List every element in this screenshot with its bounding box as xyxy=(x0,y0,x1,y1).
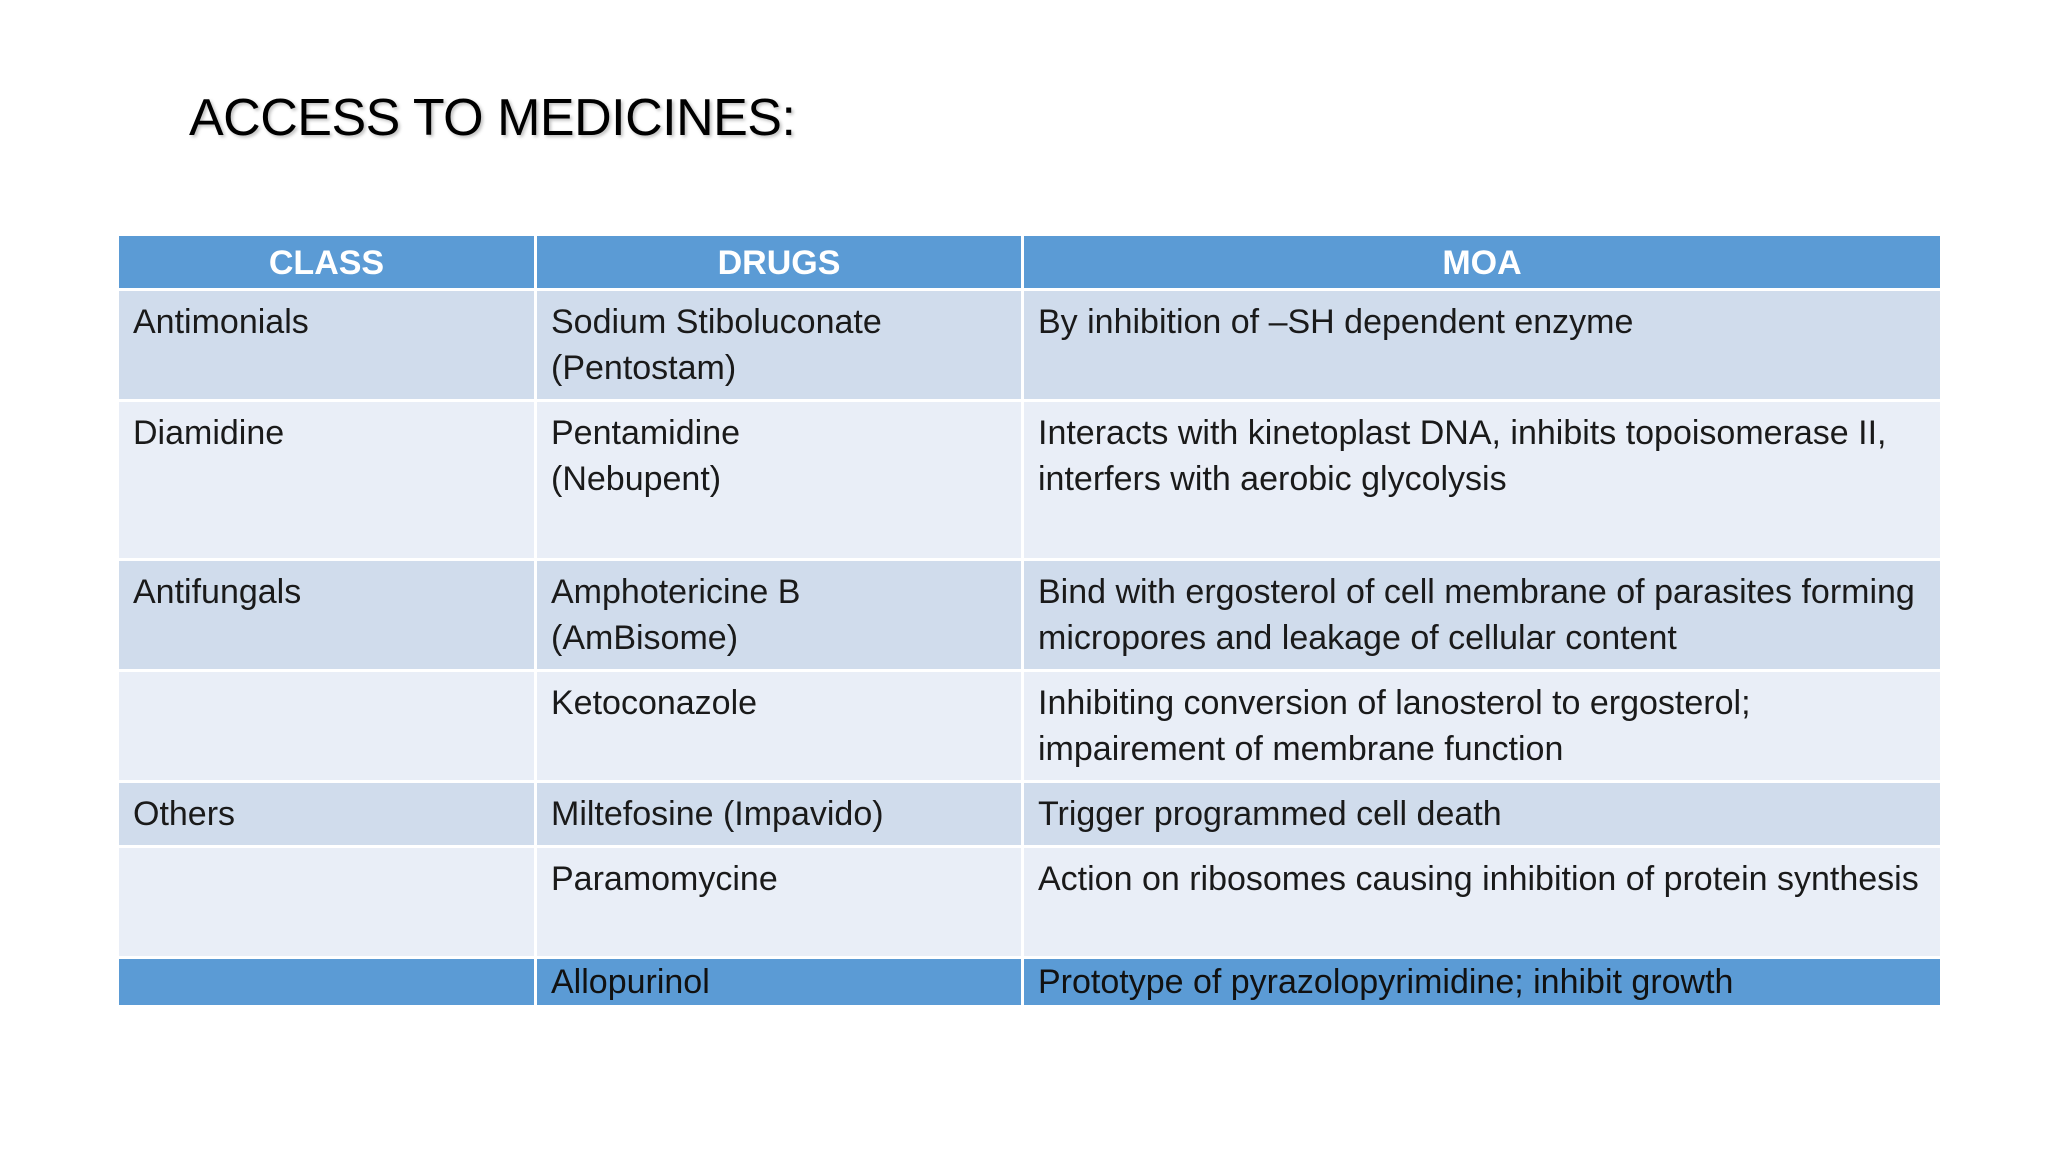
moa-cell: Trigger programmed cell death xyxy=(1023,782,1942,847)
drug-brand: (AmBisome) xyxy=(551,619,739,657)
table-row xyxy=(118,671,1942,782)
class-cell: Diamidine xyxy=(118,401,536,560)
drug-moa-table xyxy=(116,233,1943,1008)
drug-name: Miltefosine (Impavido) xyxy=(551,795,884,833)
column-header-class: CLASS xyxy=(118,235,536,290)
drug-name: Pentamidine xyxy=(551,414,741,452)
moa-cell: Bind with ergosterol of cell membrane of parasites forming micropores and leakage of cellular content xyxy=(1023,560,1942,671)
table-row xyxy=(118,958,1942,1007)
drug-name: Amphotericine B xyxy=(551,573,801,611)
drug-cell xyxy=(536,847,1023,958)
table-row xyxy=(118,401,1942,560)
table-row xyxy=(118,560,1942,671)
table-row xyxy=(118,290,1942,401)
drug-cell xyxy=(536,958,1023,1007)
table-header-row xyxy=(118,235,1942,290)
moa-cell: Prototype of pyrazolopyrimidine; inhibit growth xyxy=(1023,958,1942,1007)
class-cell xyxy=(118,671,536,782)
drug-name: Allopurinol xyxy=(551,963,710,1001)
table-row xyxy=(118,847,1942,958)
column-header-drugs: DRUGS xyxy=(536,235,1023,290)
drug-cell xyxy=(536,560,1023,671)
moa-cell: Action on ribosomes causing inhibition of protein synthesis xyxy=(1023,847,1942,958)
drug-name: Paramomycine xyxy=(551,860,778,898)
column-header-moa: MOA xyxy=(1023,235,1942,290)
drug-cell xyxy=(536,782,1023,847)
class-cell: Antimonials xyxy=(118,290,536,401)
class-cell: Others xyxy=(118,782,536,847)
drug-brand: (Nebupent) xyxy=(551,460,722,498)
drug-cell xyxy=(536,401,1023,560)
class-cell xyxy=(118,847,536,958)
class-cell: Antifungals xyxy=(118,560,536,671)
drug-name: Sodium Stiboluconate xyxy=(551,303,882,341)
moa-cell: By inhibition of –SH dependent enzyme xyxy=(1023,290,1942,401)
class-cell xyxy=(118,958,536,1007)
moa-cell: Inhibiting conversion of lanosterol to ergosterol; impairement of membrane function xyxy=(1023,671,1942,782)
drug-cell xyxy=(536,671,1023,782)
table-row xyxy=(118,782,1942,847)
drug-brand: (Pentostam) xyxy=(551,349,737,387)
drug-cell xyxy=(536,290,1023,401)
slide-title: ACCESS TO MEDICINES: xyxy=(189,89,796,147)
moa-cell: Interacts with kinetoplast DNA, inhibits topoisomerase II, interfers with aerobic glycolysis xyxy=(1023,401,1942,560)
drug-name: Ketoconazole xyxy=(551,684,758,722)
